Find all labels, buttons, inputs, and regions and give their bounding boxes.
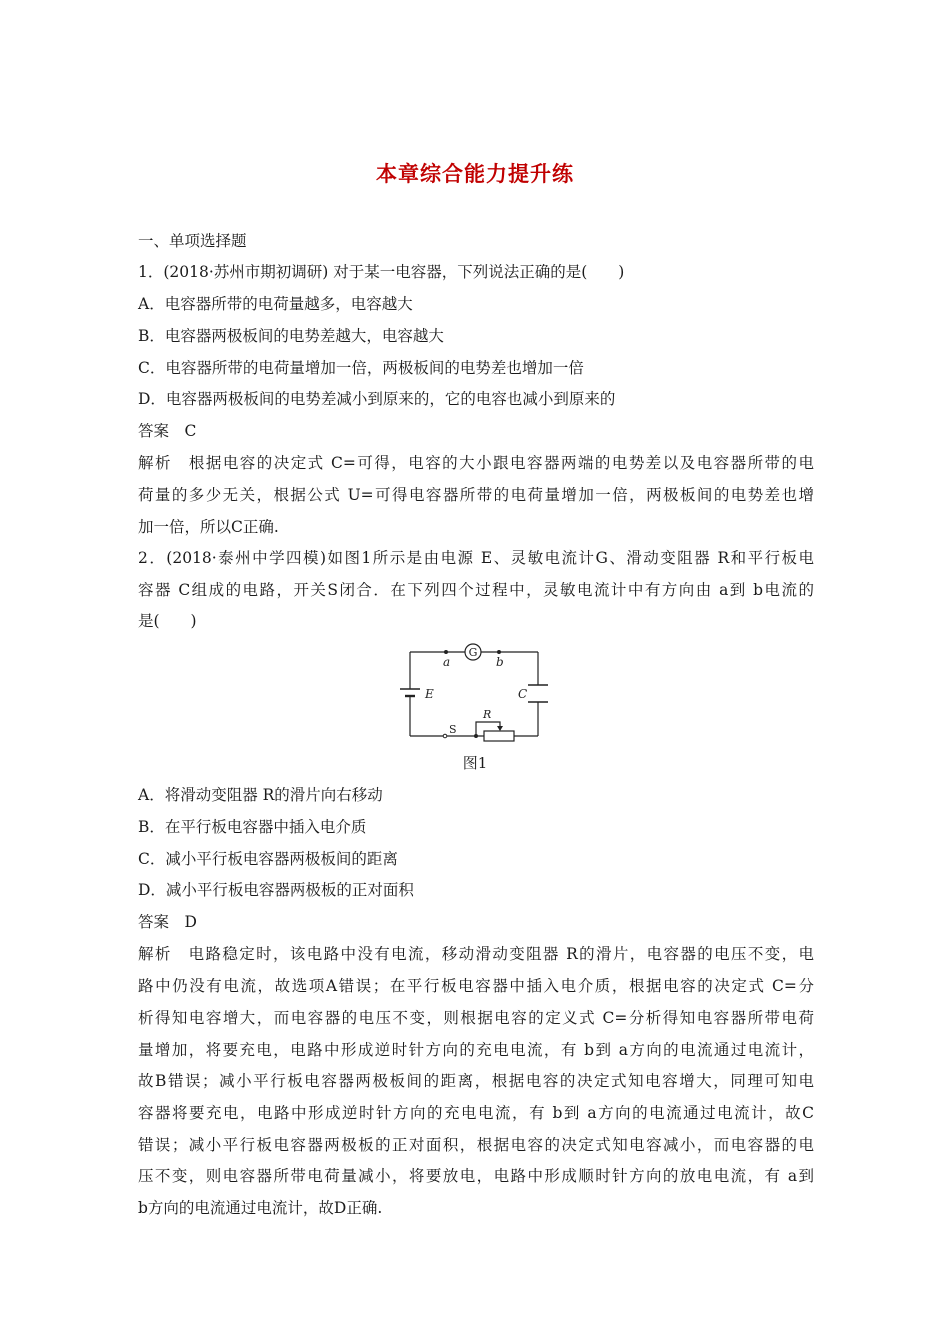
q1-option-c: C．电容器所带的电荷量增加一倍，两极板间的电势差也增加一倍 <box>138 359 584 377</box>
q2-analysis-line: 析得知电容增大，而电容器的电压不变，则根据电容的定义式 C=分析得知电容器所带电荷 <box>138 1009 814 1027</box>
section-heading: 一、单项选择题 <box>138 232 247 250</box>
circuit-diagram <box>396 640 556 744</box>
switch-contact <box>443 734 447 738</box>
node-a-label: a <box>443 655 451 669</box>
rheostat-slider-arrow <box>497 726 503 731</box>
node-a-dot <box>444 650 448 654</box>
q1-option-a: A．电容器所带的电荷量越多，电容越大 <box>138 295 413 313</box>
capacitor-label: C <box>518 687 528 701</box>
q1-analysis-line: 加一倍，所以C正确. <box>138 518 279 536</box>
junction-dot <box>474 734 478 738</box>
q2-option-b: B．在平行板电容器中插入电介质 <box>138 818 367 836</box>
q2-option-a: A．将滑动变阻器 R的滑片向右移动 <box>138 786 383 804</box>
q2-stem-line: 是( ) <box>138 612 197 630</box>
q2-analysis-line: 压不变，则电容器所带电荷量减小，将要放电，电路中形成顺时针方向的放电电流，有 a到 <box>138 1167 814 1185</box>
q1-option-b: B．电容器两极板间的电势差越大，电容越大 <box>138 327 444 345</box>
q2-analysis-line: 路中仍没有电流，故选项A错误；在平行板电容器中插入电介质，根据电容的决定式 C=分 <box>138 977 814 995</box>
q2-analysis-line: 解析 电路稳定时，该电路中没有电流，移动滑动变阻器 R的滑片，电容器的电压不变，电 <box>138 945 814 963</box>
switch-label: S <box>449 723 457 736</box>
figure-caption: 图1 <box>462 754 488 772</box>
q2-analysis-line: b方向的电流通过电流计，故D正确. <box>138 1199 383 1217</box>
node-b-dot <box>497 650 501 654</box>
q2-stem-line: 2．(2018·泰州中学四模)如图1所示是由电源 E、灵敏电流计G、滑动变阻器 R和平行板电 <box>138 549 814 567</box>
q2-option-c: C．减小平行板电容器两极板间的距离 <box>138 850 398 868</box>
q2-analysis-line: 故B错误；减小平行板电容器两极板间的距离，根据电容的决定式知电容增大，同理可知电 <box>138 1072 814 1090</box>
q2-analysis-line: 容器将要充电，电路中形成逆时针方向的充电电流，有 b到 a方向的电流通过电流计，故C <box>138 1104 814 1122</box>
galvanometer-label: G <box>468 646 478 659</box>
rheostat-body <box>484 731 514 741</box>
q1-answer: 答案 C <box>138 422 197 440</box>
node-b-label: b <box>496 655 504 669</box>
q2-stem-line: 容器 C组成的电路，开关S闭合．在下列四个过程中，灵敏电流计中有方向由 a到 b电流的 <box>138 581 814 599</box>
q2-analysis-line: 错误；减小平行板电容器两极板的正对面积，根据电容的决定式知电容减小，而电容器的电 <box>138 1136 814 1154</box>
q1-analysis-line: 荷量的多少无关，根据公式 U=可得电容器所带的电荷量增加一倍，两极板间的电势差也增 <box>138 486 814 504</box>
q2-option-d: D．减小平行板电容器两极板的正对面积 <box>138 881 414 899</box>
resistor-label: R <box>483 708 492 721</box>
q2-answer: 答案 D <box>138 913 197 931</box>
q1-analysis-line: 解析 根据电容的决定式 C=可得，电容的大小跟电容器两端的电势差以及电容器所带的电 <box>138 454 814 472</box>
page-title: 本章综合能力提升练 <box>376 162 574 186</box>
q2-analysis-line: 量增加，将要充电，电路中形成逆时针方向的充电电流，有 b到 a方向的电流通过电流计， <box>138 1041 814 1059</box>
q1-option-d: D．电容器两极板间的电势差减小到原来的，它的电容也减小到原来的 <box>138 390 616 408</box>
source-label: E <box>425 687 434 701</box>
q1-stem: 1．(2018·苏州市期初调研) 对于某一电容器，下列说法正确的是( ) <box>138 263 625 281</box>
